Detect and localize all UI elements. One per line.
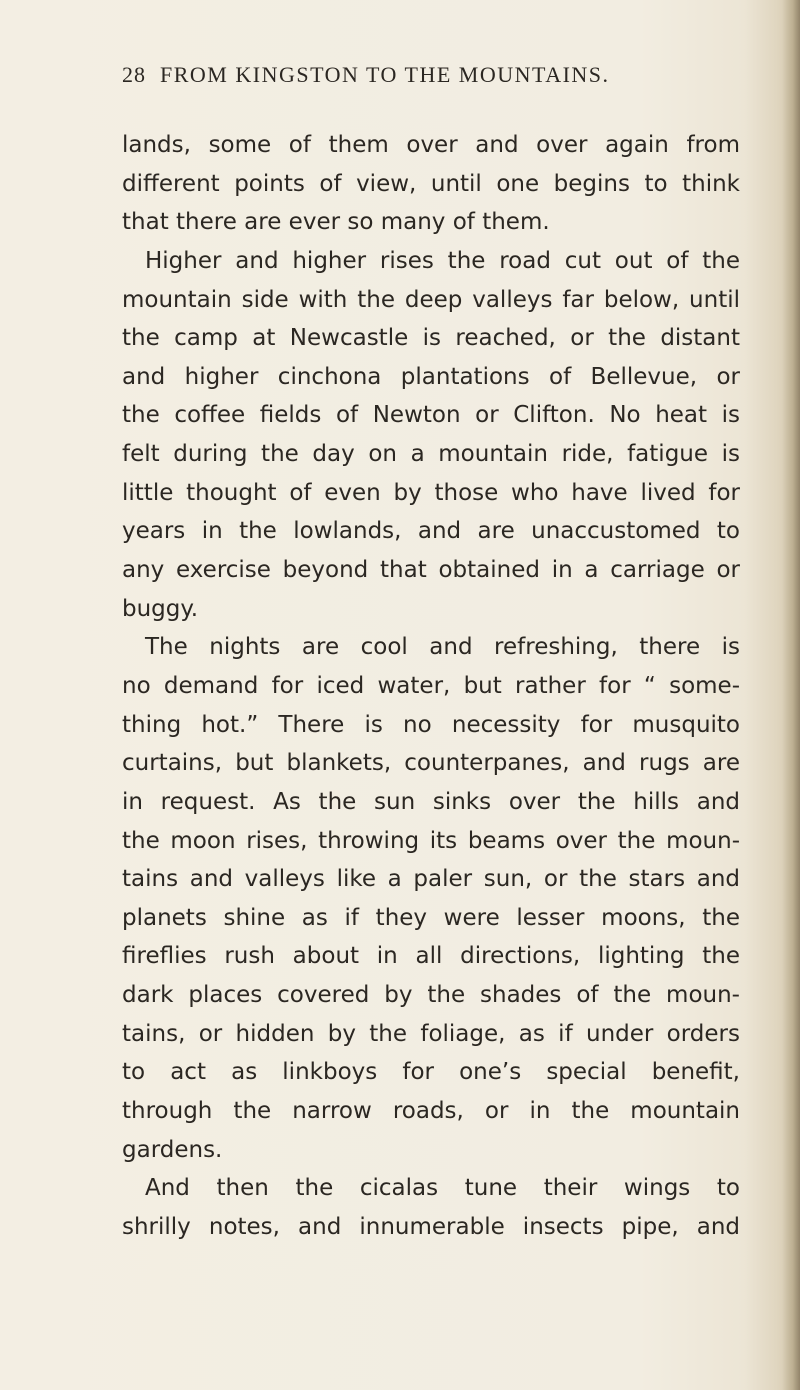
- text-line: The nights are cool and refreshing, there is: [145, 634, 740, 661]
- text-line: little thought of even by those who have lived for: [122, 479, 740, 506]
- text-line: to act as linkboys for one’s special benefit,: [122, 1059, 740, 1086]
- text-line: and higher cinchona plantations of Bellevue, or: [122, 363, 740, 390]
- text-line: tains and valleys like a paler sun, or the stars and: [122, 866, 740, 893]
- text-line: in request. As the sun sinks over the hills and: [122, 788, 740, 815]
- text-line: And then the cicalas tune their wings to: [145, 1175, 740, 1202]
- running-head: [122, 62, 742, 92]
- text-line: Higher and higher rises the road cut out of the: [145, 247, 740, 274]
- text-line: the moon rises, throwing its beams over the moun-: [122, 827, 740, 854]
- text-line: curtains, but blankets, counterpanes, and rugs are: [122, 750, 740, 777]
- text-line: the coffee fields of Newton or Clifton. No heat is: [122, 402, 740, 429]
- text-line: mountain side with the deep valleys far below, until: [122, 286, 740, 313]
- page-edge-shadow: [782, 0, 800, 1390]
- page-number: 28: [122, 62, 146, 87]
- text-line: through the narrow roads, or in the mountain: [122, 1098, 740, 1125]
- text-line: that there are ever so many of them.: [122, 209, 550, 236]
- text-line: years in the lowlands, and are unaccustomed to: [122, 518, 740, 545]
- text-line: thing hot.” There is no necessity for musquito: [122, 711, 740, 738]
- running-title: FROM KINGSTON TO THE MOUNTAINS.: [160, 62, 610, 87]
- text-line: different points of view, until one begins to think: [122, 170, 740, 197]
- text-line: the camp at Newcastle is reached, or the distant: [122, 325, 740, 352]
- text-line: no demand for iced water, but rather for “ some-: [122, 672, 740, 699]
- text-line: planets shine as if they were lesser moons, the: [122, 904, 740, 931]
- text-line: dark places covered by the shades of the moun-: [122, 982, 740, 1009]
- body-text: [122, 126, 740, 1247]
- text-line: felt during the day on a mountain ride, fatigue is: [122, 441, 740, 468]
- text-line: buggy.: [122, 595, 199, 622]
- text-line: lands, some of them over and over again from: [122, 132, 740, 158]
- text-line: gardens.: [122, 1136, 223, 1163]
- text-line: any exercise beyond that obtained in a carriage or: [122, 557, 740, 584]
- text-line: tains, or hidden by the foliage, as if under orders: [122, 1020, 740, 1047]
- text-line: fireflies rush about in all directions, lighting the: [122, 943, 740, 970]
- text-line: shrilly notes, and innumerable insects pipe, and: [122, 1213, 740, 1240]
